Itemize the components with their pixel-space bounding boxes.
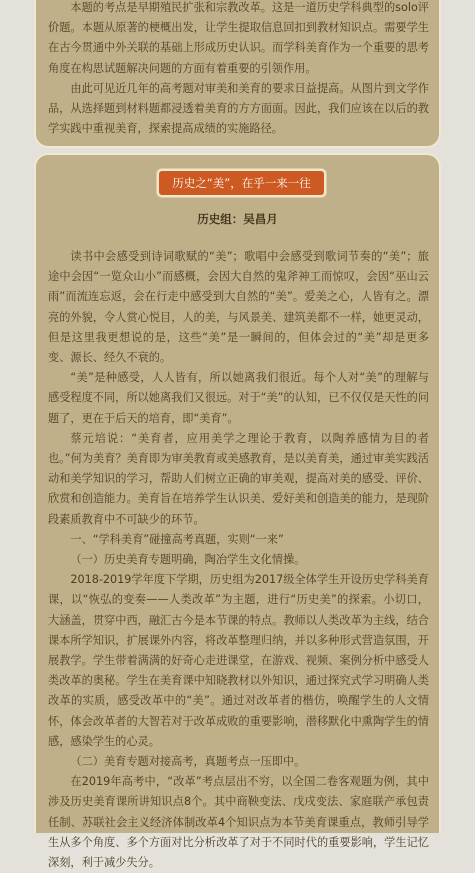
article-paragraph: 读书中会感受到诗词歌赋的“美”；歌唱中会感受到歌词节奏的“美”；旅途中会因“一览众山小”而感概，会因大自然的鬼斧神工而惊叹，会因“巫山云雨”而流连忘返，会在行走中感受到大自然的“美”。爱美之心，人皆有之。漂亮的外貌，令人赏心悦目，人的美，与风景美、建筑美都不一样，她更灵动，但是这里我更想说的是，这些“美”是一瞬间的，但体会过的“美”却是更多变、源长、经久不衰的。: [48, 250, 429, 365]
article-paragraph: 蔡元培说：“美育者，应用美学之理论于教育，以陶养感情为目的者也。”何为美育？美育即为审美教育或美感教育，是以美育美，通过审美实践活动和美学知识的学习，帮助人们树立正确的审美观，提高对美的感受、评价、欣赏和创造能力。美育旨在培养学生认识美、爱好美和创造美的能力，是现阶段素质教育中不可缺少的环节。: [48, 431, 429, 526]
subsection-heading: （一）历史美育专题明确，陶冶学生文化情操。: [70, 553, 306, 567]
article-paragraph: 在2019年高考中，“改革”考点层出不穷，以全国二卷客观题为例，其中涉及历史美育课所讲知识点8个。其中商鞅变法、戊戌变法、家庭联产承包责任制、苏联社会主义经济体制改革4个知识点为本节美育课重点，教师引导学生从多个角度、多个方面对比分析改革了对于不同时代的重要影响，学生记忆深刻，利于减少失分。: [48, 775, 429, 870]
subsection-heading: （二）美育专题对接高考，真题考点一压即中。: [70, 755, 306, 769]
article-body: [48, 247, 429, 873]
article-card: [34, 153, 441, 870]
intro-paragraph: 由此可见近几年的高考题对审美和美育的要求日益提高。从图片到文学作品，从选择题到材料题都浸透着美育的方方面面。因此，我们应该在以后的教学实践中重视美育，探索提高成绩的实施路径。: [48, 81, 429, 136]
section-heading: 一、“学科美育”碰撞高考真题，实则“一来”: [70, 532, 284, 546]
article-paragraph: 2018-2019学年度下学期，历史组为2017级全体学生开设历史学科美育课，以“恢弘的变奏——人类改革”为主题，进行“历史美”的探索。小切口，大涵盖，贯穿中西，融汇古今是本节课的特点。教师以人类改革为主线，结合课本所学知识，扩展课外内容，将改革整理归纳，并以多种形式营造氛围，开展教学。学生带着满满的好奇心走进课堂，在游戏、视频、案例分析中感受人类改革的奥秘。学生在美育课中知晓教材以外知识，通过探究式学习明确人类改革的实质，感受改革中的“美”。通过对改革者的楷仿，唤醒学生的人文情怀，体会改革者的大智若对于改革成败的重要影响，潜移默化中熏陶学生的情感，感染学生的心灵。: [48, 573, 429, 748]
article-title-badge: 历史之“美”，在乎一来一往: [157, 169, 326, 197]
intro-paragraph: 本题的考点是早期殖民扩张和宗教改革。这是一道历史学科典型的solo评价题。本题从原著的梗概出发，让学生提取信息回扣到教材知识点。需要学生在古今贯通中外关联的基础上形成历史认识。而学科美育作为一个重要的思考角度在构思试题解决问题的方面有着重要的引领作用。: [48, 1, 429, 75]
article-paragraph: “美”是种感受，人人皆有，所以她离我们很近。每个人对“美”的理解与感受程度不同，所以她离我们又很远。对于“美”的认知，已不仅仅是天性的问题了，更在于后天的培育，即“美育”。: [48, 371, 429, 425]
article-author: 历史组：吴昌月: [197, 212, 278, 226]
intro-card: [34, 0, 441, 148]
intro-text: [48, 0, 429, 139]
